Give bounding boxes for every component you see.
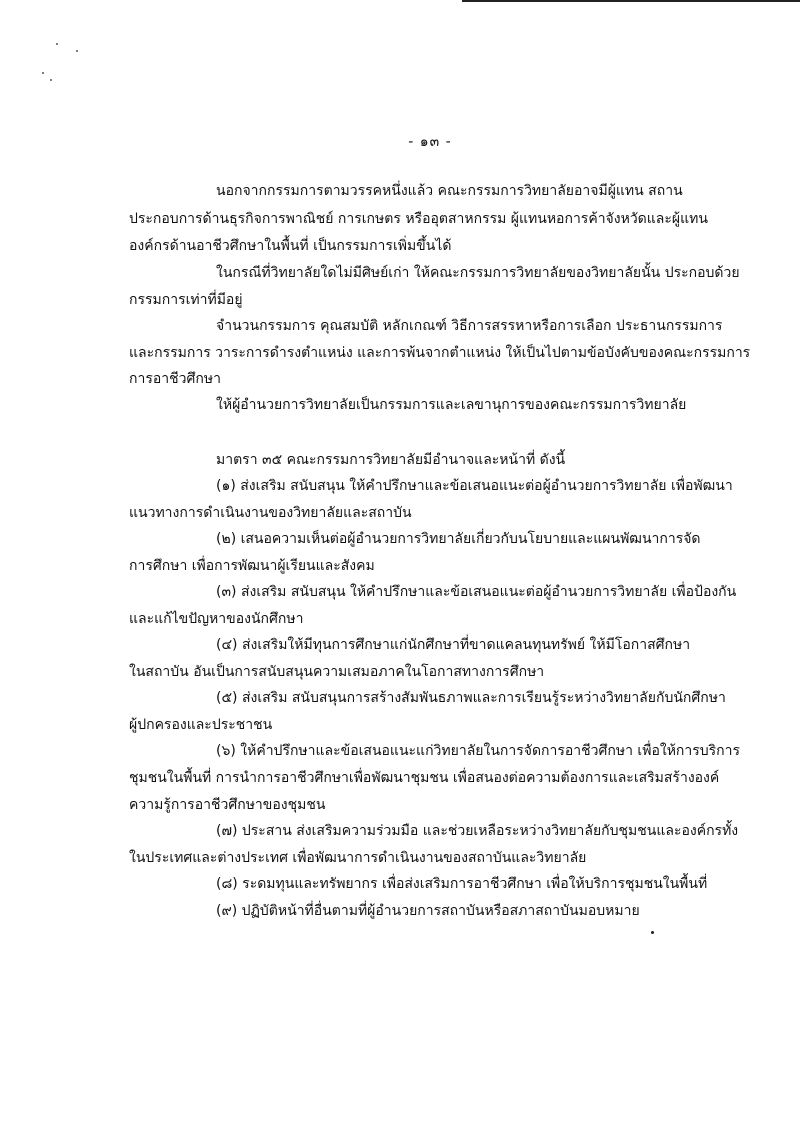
- section-item-7-line-1: (๗) ประสาน ส่งเสริมความร่วมมือ และช่วยเหลือระหว่างวิทยาลัยกับชุมชนและองค์กรทั้ง: [216, 823, 739, 839]
- section-item-4-line-1: (๔) ส่งเสริมให้มีทุนการศึกษาแก่นักศึกษาที่ขาดแคลนทุนทรัพย์ ให้มีโอกาสศึกษา: [216, 637, 691, 653]
- scan-speck: [42, 72, 44, 74]
- section-item-1-line-1: (๑) ส่งเสริม สนับสนุน ให้คำปรึกษาและข้อเสนอแนะต่อผู้อำนวยการวิทยาลัย เพื่อพัฒนา: [216, 478, 733, 494]
- paragraph-2-line-1: ในกรณีที่วิทยาลัยใดไม่มีศิษย์เก่า ให้คณะกรรมการวิทยาลัยของวิทยาลัยนั้น ประกอบด้วย: [216, 265, 740, 281]
- section-item-4-line-2: ในสถาบัน อันเป็นการสนับสนุนความเสมอภาคในโอกาสทางการศึกษา: [129, 664, 545, 680]
- stray-mark: [651, 931, 654, 934]
- section-item-2-line-2: การศึกษา เพื่อการพัฒนาผู้เรียนและสังคม: [129, 558, 375, 574]
- section-item-5-line-2: ผู้ปกครองและประชาชน: [129, 717, 273, 733]
- top-edge-rule: [462, 0, 800, 2]
- scan-speck: [76, 50, 78, 52]
- paragraph-3-line-3: การอาชีวศึกษา: [129, 371, 221, 387]
- section-item-8-line-1: (๘) ระดมทุนและทรัพยากร เพื่อส่งเสริมการอาชีวศึกษา เพื่อให้บริการชุมชนในพื้นที่: [216, 876, 708, 892]
- paragraph-2-line-2: กรรมการเท่าที่มีอยู่: [129, 292, 243, 308]
- section-item-6-line-2: ชุมชนในพื้นที่ การนำการอาชีวศึกษาเพื่อพัฒนาชุมชน เพื่อสนองต่อความต้องการและเสริมสร้างองค์: [129, 770, 720, 786]
- section-item-2-line-1: (๒) เสนอความเห็นต่อผู้อำนวยการวิทยาลัยเกี่ยวกับนโยบายและแผนพัฒนาการจัด: [216, 531, 701, 547]
- paragraph-1-line-3: องค์กรด้านอาชีวศึกษาในพื้นที่ เป็นกรรมการเพิ่มขึ้นได้: [129, 238, 452, 254]
- section-item-6-line-3: ความรู้การอาชีวศึกษาของชุมชน: [129, 797, 326, 813]
- section-item-7-line-2: ในประเทศและต่างประเทศ เพื่อพัฒนาการดำเนินงานของสถาบันและวิทยาลัย: [129, 850, 587, 866]
- section-item-3-line-1: (๓) ส่งเสริม สนับสนุน ให้คำปรึกษาและข้อเสนอแนะต่อผู้อำนวยการวิทยาลัย เพื่อป้องกัน: [216, 584, 737, 600]
- paragraph-3-line-1: จำนวนกรรมการ คุณสมบัติ หลักเกณฑ์ วิธีการสรรหาหรือการเลือก ประธานกรรมการ: [216, 318, 723, 334]
- section-item-5-line-1: (๕) ส่งเสริม สนับสนุนการสร้างสัมพันธภาพและการเรียนรู้ระหว่างวิทยาลัยกับนักศึกษา: [216, 690, 726, 706]
- paragraph-3-line-2: และกรรมการ วาระการดำรงตำแหน่ง และการพ้นจากตำแหน่ง ให้เป็นไปตามข้อบังคับของคณะกรรมการ: [129, 345, 751, 361]
- section-heading: มาตรา ๓๕ คณะกรรมการวิทยาลัยมีอำนาจและหน้าที่ ดังนี้: [216, 452, 566, 468]
- section-item-6-line-1: (๖) ให้คำปรึกษาและข้อเสนอแนะแก่วิทยาลัยในการจัดการอาชีวศึกษา เพื่อให้การบริการ: [216, 743, 741, 759]
- section-item-1-line-2: แนวทางการดำเนินงานของวิทยาลัยและสถาบัน: [129, 505, 412, 521]
- scan-speck: [56, 43, 58, 45]
- section-item-9-line-1: (๙) ปฏิบัติหน้าที่อื่นตามที่ผู้อำนวยการสถาบันหรือสภาสถาบันมอบหมาย: [216, 903, 640, 919]
- paragraph-1-line-2: ประกอบการด้านธุรกิจการพาณิชย์ การเกษตร หรืออุตสาหกรรม ผู้แทนหอการค้าจังหวัดและผู้แทน: [129, 211, 708, 227]
- page-number: - ๑๓ -: [408, 134, 452, 150]
- paragraph-4-line-1: ให้ผู้อำนวยการวิทยาลัยเป็นกรรมการและเลขานุการของคณะกรรมการวิทยาลัย: [216, 397, 687, 413]
- section-item-3-line-2: และแก้ไขปัญหาของนักศึกษา: [129, 611, 304, 627]
- scan-speck: [50, 79, 52, 81]
- paragraph-1-line-1: นอกจากกรรมการตามวรรคหนึ่งแล้ว คณะกรรมการวิทยาลัยอาจมีผู้แทน สถาน: [216, 183, 683, 199]
